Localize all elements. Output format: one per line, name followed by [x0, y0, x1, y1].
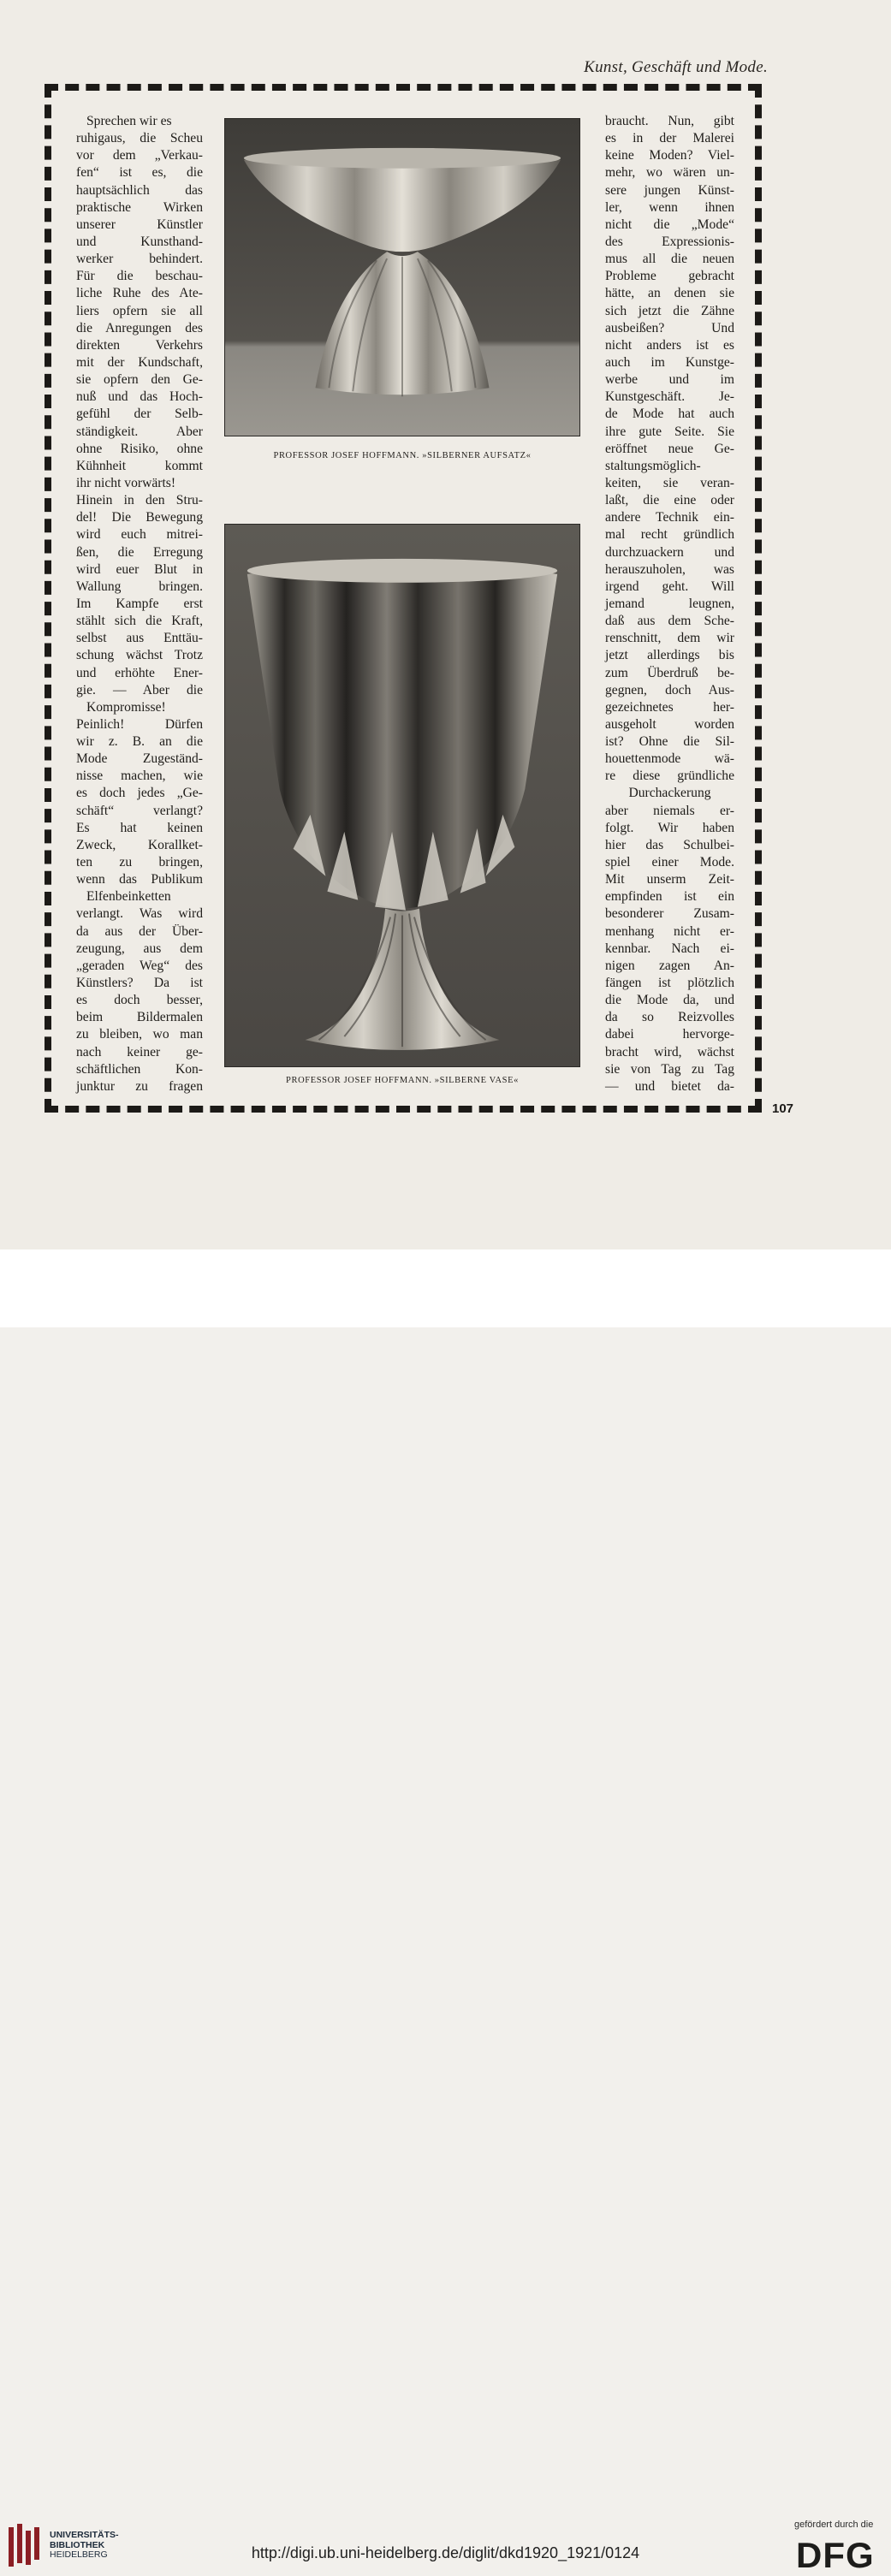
library-name-line2: BIBLIOTHEK — [50, 2539, 105, 2550]
text-line: schäftlichen Kon- — [76, 1061, 203, 1077]
text-line: fängen ist plötzlich — [605, 976, 734, 991]
text-line: herauszuholen, was — [605, 561, 734, 577]
text-line: Für die beschau- — [76, 269, 203, 284]
text-line: sie von Tag zu Tag — [605, 1061, 734, 1077]
text-line: direkten Verkehrs — [76, 337, 203, 353]
text-line: gefühl der Selb- — [76, 407, 203, 422]
text-line: Im Kampfe erst — [76, 596, 203, 611]
text-line: dabei hervorge- — [605, 1027, 734, 1042]
text-line: es doch jedes „Ge- — [76, 786, 203, 801]
text-line: nicht anders ist es — [605, 337, 734, 353]
text-line: ruhigaus, die Scheu — [76, 131, 203, 146]
text-line: besonderer Zusam- — [605, 906, 734, 922]
text-line: sich jetzt die Zähne — [605, 303, 734, 318]
text-line: schung wächst Trotz — [76, 648, 203, 663]
text-line: die Anregungen des — [76, 320, 203, 335]
photo-silver-centrepiece — [224, 118, 580, 436]
text-line: Durchackerung — [628, 786, 711, 801]
text-line: praktische Wirken — [76, 199, 203, 215]
figure-2-caption: PROFESSOR JOSEF HOFFMANN. »SILBERNE VASE« — [286, 1076, 519, 1085]
text-line: gegnen, doch Aus- — [605, 682, 734, 697]
text-line: Sprechen wir es — [86, 114, 172, 128]
text-line: Kompromisse! — [86, 699, 166, 715]
text-line: sere jungen Künst- — [605, 182, 734, 198]
text-line: werbe und im — [605, 372, 734, 388]
magazine-page — [0, 0, 891, 1249]
right-text-column — [605, 113, 734, 1095]
text-line: hauptsächlich das — [76, 182, 203, 198]
text-line: mal recht gründlich — [605, 527, 734, 543]
text-line: werker behindert. — [76, 252, 203, 267]
text-line: braucht. Nun, gibt — [605, 114, 734, 128]
text-line: ler, wenn ihnen — [605, 199, 734, 215]
figure-1-caption: PROFESSOR JOSEF HOFFMANN. »SILBERNER AUFSATZ« — [273, 451, 532, 460]
text-line: auch im Kunstge- — [605, 354, 734, 370]
text-line: hätte, an denen sie — [605, 286, 734, 301]
text-line: laßt, die eine oder — [605, 493, 734, 508]
text-line: spiel einer Mode. — [605, 855, 734, 870]
text-line: sie opfern den Ge- — [76, 372, 203, 388]
text-line: jetzt allerdings bis — [605, 648, 734, 663]
text-line: — und bietet da- — [605, 1078, 734, 1094]
text-line: durchzuackern und — [605, 544, 734, 560]
text-line: die Mode da, und — [605, 993, 734, 1008]
text-line: Es hat keinen — [76, 820, 203, 835]
text-line: ihre gute Seite. Sie — [605, 424, 734, 439]
text-line: keiten, sie veran- — [605, 475, 734, 490]
text-line: aber niemals er- — [605, 803, 734, 818]
text-line: nuß und das Hoch- — [76, 389, 203, 405]
text-line: hier das Schulbei- — [605, 837, 734, 852]
photo-silver-vase — [224, 524, 580, 1067]
text-line: mehr, wo wären un- — [605, 165, 734, 181]
text-line: liers opfern sie all — [76, 303, 203, 318]
text-line: zu bleiben, wo man — [76, 1027, 203, 1042]
text-line: zum Überdruß be- — [605, 665, 734, 680]
text-line: gezeichnetes her- — [605, 699, 734, 715]
text-line: beim Bildermalen — [76, 1010, 203, 1025]
text-line: daß aus dem Sche- — [605, 614, 734, 629]
text-line: houettenmode wä- — [605, 751, 734, 767]
text-line: „geraden Weg“ des — [76, 958, 203, 973]
text-line: Zweck, Korallket- — [76, 837, 203, 852]
text-line: bracht wird, wächst — [605, 1044, 734, 1059]
text-line: unserer Künstler — [76, 217, 203, 232]
text-line: es in der Malerei — [605, 131, 734, 146]
text-line: irgend geht. Will — [605, 579, 734, 594]
text-line: Kunstgeschäft. Je- — [605, 389, 734, 405]
text-line: Wallung bringen. — [76, 579, 203, 594]
text-line: kennbar. Nach ei- — [605, 941, 734, 956]
text-line: de Mode hat auch — [605, 407, 734, 422]
text-line: und Kunsthand- — [76, 234, 203, 249]
text-line: nigen zagen An- — [605, 958, 734, 973]
text-line: nisse machen, wie — [76, 769, 203, 784]
library-name-line1: UNIVERSITÄTS- — [50, 2530, 119, 2540]
text-line: wird euer Blut in — [76, 561, 203, 577]
text-line: mit der Kundschaft, — [76, 354, 203, 370]
text-line: schäft“ verlangt? — [76, 803, 203, 818]
text-line: Elfenbeinketten — [86, 889, 171, 905]
text-line: andere Technik ein- — [605, 510, 734, 525]
funding-note: gefördert durch die — [794, 2520, 874, 2530]
text-line: fen“ ist es, die — [76, 165, 203, 181]
text-line: nicht die „Mode“ — [605, 217, 734, 232]
page-number: 107 — [772, 1101, 794, 1116]
text-line: Hinein in den Stru- — [76, 493, 203, 508]
text-line: renschnitt, dem wir — [605, 631, 734, 646]
text-line: mus all die neuen — [605, 252, 734, 267]
text-line: wenn das Publikum — [76, 872, 203, 887]
text-line: nach keiner ge- — [76, 1044, 203, 1059]
text-line: Künstlers? Da ist — [76, 976, 203, 991]
text-line: des Expressionis- — [605, 234, 734, 249]
text-line: eröffnet neue Ge- — [605, 441, 734, 456]
digitization-footer — [0, 1249, 891, 2575]
text-line: staltungsmöglich- — [605, 458, 701, 473]
text-line: wird euch mitrei- — [76, 527, 203, 543]
text-line: stählt sich die Kraft, — [76, 614, 203, 629]
text-line: ausbeißen? Und — [605, 320, 734, 335]
text-line: zeugung, aus dem — [76, 941, 203, 956]
library-name-line3: HEIDELBERG — [50, 2549, 108, 2560]
text-line: wir z. B. an die — [76, 734, 203, 750]
text-line: ihr nicht vorwärts! — [76, 475, 176, 490]
text-line: del! Die Bewegung — [76, 510, 203, 525]
text-line: ohne Risiko, ohne — [76, 441, 203, 456]
text-line: Mode Zugeständ- — [76, 751, 203, 767]
dfg-logo: DFG — [796, 2535, 875, 2575]
text-line: Probleme gebracht — [605, 269, 734, 284]
text-line: keine Moden? Viel- — [605, 148, 734, 163]
text-line: verlangt. Was wird — [76, 906, 203, 922]
text-line: ständigkeit. Aber — [76, 424, 203, 439]
text-line: folgt. Wir haben — [605, 820, 734, 835]
text-line: da so Reizvolles — [605, 1010, 734, 1025]
text-line: gie. — Aber die — [76, 682, 203, 697]
text-line: liche Ruhe des Ate- — [76, 286, 203, 301]
text-line: Peinlich! Dürfen — [76, 716, 203, 732]
text-line: Kühnheit kommt — [76, 458, 203, 473]
text-line: da aus der Über- — [76, 923, 203, 939]
text-line: menhang nicht er- — [605, 923, 734, 939]
text-line: ßen, die Erregung — [76, 544, 203, 560]
text-line: ausgeholt worden — [605, 716, 734, 732]
text-line: ist? Ohne die Sil- — [605, 734, 734, 750]
text-line: Mit unserm Zeit- — [605, 872, 734, 887]
text-line: und erhöhte Ener- — [76, 665, 203, 680]
text-line: jemand leugnen, — [605, 596, 734, 611]
text-line: empfinden ist ein — [605, 889, 734, 905]
text-line: junktur zu fragen — [76, 1078, 203, 1094]
text-line: ten zu bringen, — [76, 855, 203, 870]
text-line: vor dem „Verkau- — [76, 148, 203, 163]
text-line: selbst aus Enttäu- — [76, 631, 203, 646]
text-line: es doch besser, — [76, 993, 203, 1008]
permalink-url[interactable]: http://digi.ub.uni-heidelberg.de/diglit/dkd1920_1921/0124 — [251, 2544, 640, 2561]
text-line: re diese gründliche — [605, 769, 734, 784]
running-head: Kunst, Geschäft und Mode. — [584, 58, 768, 76]
left-text-column — [76, 113, 203, 1095]
